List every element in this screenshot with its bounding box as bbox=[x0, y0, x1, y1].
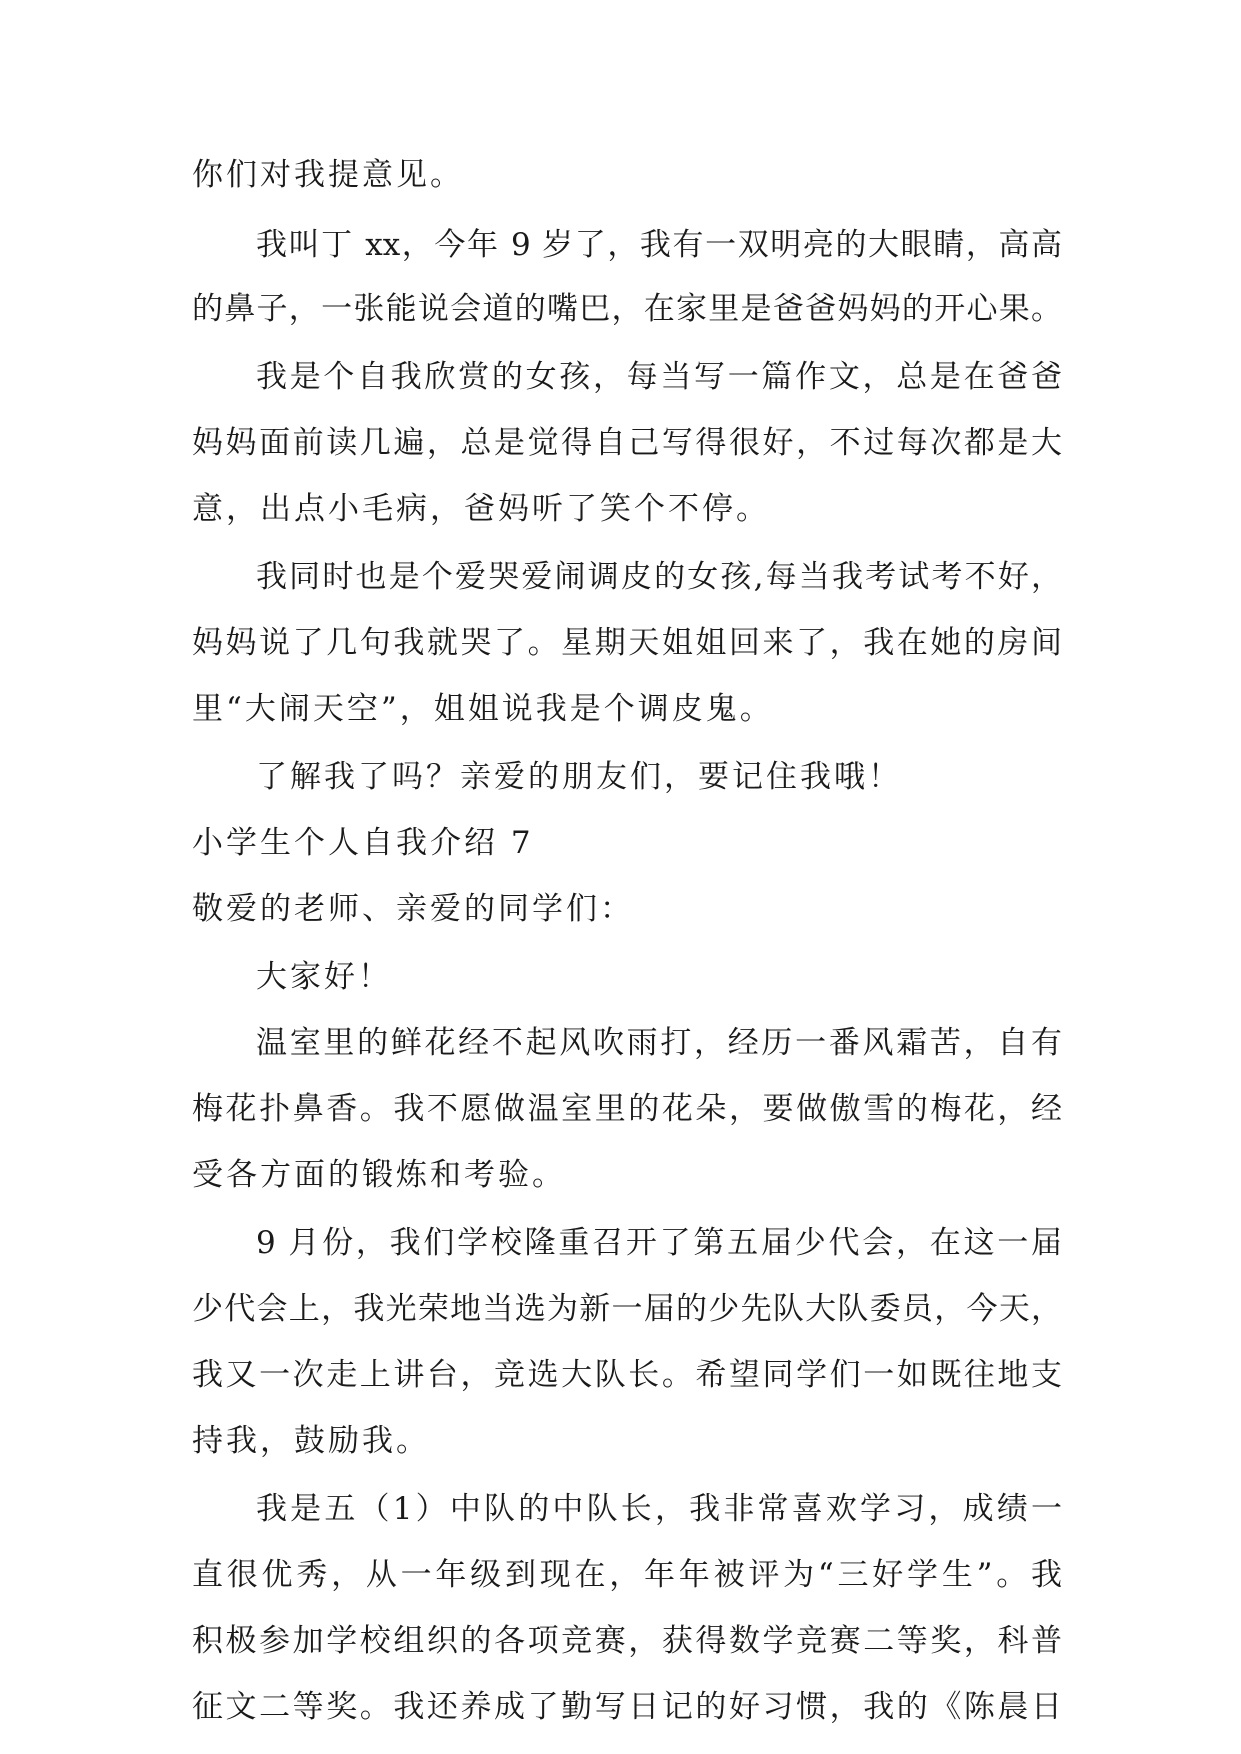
text-line: 我又一次走上讲台，竞选大队长。希望同学们一如既往地支 bbox=[192, 1357, 1062, 1393]
text-line: 你们对我提意见。 bbox=[192, 157, 464, 193]
text-line: 里“大闹天空”，姐姐说我是个调皮鬼。 bbox=[192, 691, 774, 727]
text-line: 少代会上，我光荣地当选为新一届的少先队大队委员，今天， bbox=[192, 1291, 1062, 1327]
text-line: 我同时也是个爱哭爱闹调皮的女孩,每当我考试考不好， bbox=[256, 559, 1062, 595]
text-line: 温室里的鲜花经不起风吹雨打，经历一番风霜苦，自有 bbox=[256, 1025, 1062, 1061]
text-line: 持我，鼓励我。 bbox=[192, 1423, 430, 1459]
text-line: 的鼻子，一张能说会道的嘴巴，在家里是爸爸妈妈的开心果。 bbox=[192, 291, 1062, 327]
text-line: 妈妈面前读几遍，总是觉得自己写得很好，不过每次都是大 bbox=[192, 425, 1062, 461]
section-heading: 小学生个人自我介绍 7 bbox=[192, 825, 534, 861]
text-line: 意，出点小毛病，爸妈听了笑个不停。 bbox=[192, 491, 770, 527]
text-line: 征文二等奖。我还养成了勤写日记的好习惯，我的《陈晨日 bbox=[192, 1689, 1062, 1725]
text-line: 我叫丁 xx，今年 9 岁了，我有一双明亮的大眼睛，高高 bbox=[256, 227, 1062, 263]
text-line: 积极参加学校组织的各项竞赛，获得数学竞赛二等奖，科普 bbox=[192, 1623, 1062, 1659]
text-line: 受各方面的锻炼和考验。 bbox=[192, 1157, 566, 1193]
text-line: 9 月份，我们学校隆重召开了第五届少代会，在这一届 bbox=[256, 1225, 1062, 1261]
text-line: 我是个自我欣赏的女孩，每当写一篇作文，总是在爸爸 bbox=[256, 359, 1062, 395]
text-line: 梅花扑鼻香。我不愿做温室里的花朵，要做傲雪的梅花，经 bbox=[192, 1091, 1062, 1127]
text-line: 我是五（1）中队的中队长，我非常喜欢学习，成绩一 bbox=[256, 1491, 1062, 1527]
greeting: 大家好！ bbox=[256, 959, 392, 995]
text-line: 妈妈说了几句我就哭了。星期天姐姐回来了，我在她的房间 bbox=[192, 625, 1062, 661]
text-line: 了解我了吗？亲爱的朋友们，要记住我哦！ bbox=[256, 759, 902, 795]
text-line: 直很优秀，从一年级到现在，年年被评为“三好学生”。我 bbox=[192, 1557, 1062, 1593]
salutation: 敬爱的老师、亲爱的同学们： bbox=[192, 891, 634, 927]
